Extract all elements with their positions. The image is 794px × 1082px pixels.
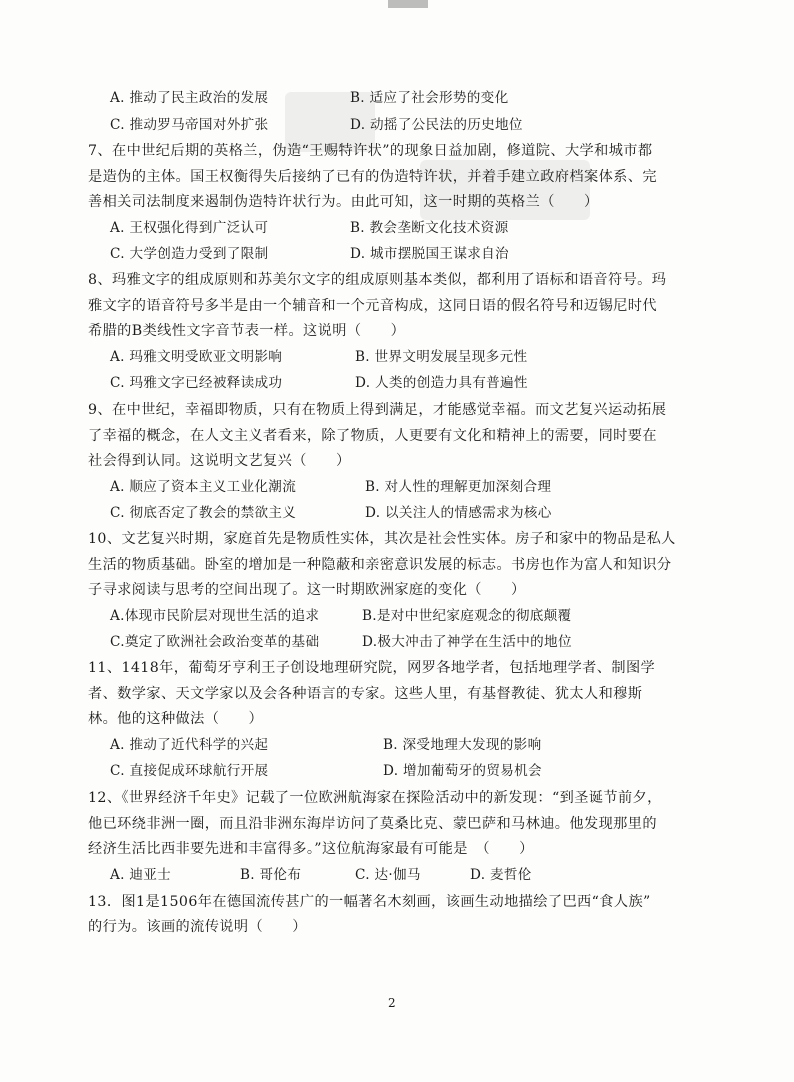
q10-option-c: C.奠定了欧洲社会政治变革的基础 xyxy=(110,634,320,650)
q11-stem-line2: 者、数学家、天文学家以及会各种语言的专家。这些人里，有基督教徒、犹太人和穆斯 xyxy=(88,686,643,702)
q12-stem-line3: 经济生活比西非要先进和丰富得多。”这位航海家最有可能是 （ ） xyxy=(88,841,534,857)
q8-option-c: C. 玛雅文字已经被释读成功 xyxy=(110,375,283,391)
q10-stem-line1: 10、文艺复兴时期，家庭首先是物质性实体，其次是社会性实体。房子和家中的物品是私人 xyxy=(88,531,676,547)
q7-stem-line3: 善相关司法制度来遏制伪造特许状行为。由此可知，这一时期的英格兰（ ） xyxy=(88,194,599,210)
q11-stem-line3: 林。他的这种做法（ ） xyxy=(88,711,264,727)
q10-option-b: B.是对中世纪家庭观念的彻底颠覆 xyxy=(362,608,572,624)
q9-stem-line3: 社会得到认同。这说明文艺复兴（ ） xyxy=(88,453,351,469)
q6-option-b: B. 适应了社会形势的变化 xyxy=(350,90,509,106)
q6-option-c: C. 推动罗马帝国对外扩张 xyxy=(110,117,269,133)
q9-stem-line1: 9、在中世纪，幸福即物质，只有在物质上得到满足，才能感觉幸福。而文艺复兴运动拓展 xyxy=(88,402,667,418)
q9-option-a: A. 顺应了资本主义工业化潮流 xyxy=(110,479,297,495)
q11-option-a: A. 推动了近代科学的兴起 xyxy=(110,737,269,753)
q11-option-c: C. 直接促成环球航行开展 xyxy=(110,763,269,779)
scan-mark xyxy=(388,0,428,8)
q8-option-b: B. 世界文明发展呈现多元性 xyxy=(355,349,528,365)
q10-option-d: D.极大冲击了神学在生活中的地位 xyxy=(362,634,572,650)
q10-stem-line3: 子寻求阅读与思考的空间出现了。这一时期欧洲家庭的变化（ ） xyxy=(88,582,526,598)
q9-stem-line2: 了幸福的概念，在人文主义者看来，除了物质，人更要有文化和精神上的需要，同时要在 xyxy=(88,428,657,444)
q12-option-c: C. 达·伽马 xyxy=(355,867,421,883)
q8-stem-line2: 雅文字的语音符号多半是由一个辅音和一个元音构成，这同日语的假名符号和迈锡尼时代 xyxy=(88,298,657,314)
q8-option-d: D. 人类的创造力具有普遍性 xyxy=(355,375,528,391)
q8-stem-line3: 希腊的B类线性文字音节表一样。这说明（ ） xyxy=(88,323,406,339)
q7-option-d: D. 城市摆脱国王谋求自治 xyxy=(350,246,509,262)
q6-option-d: D. 动摇了公民法的历史地位 xyxy=(350,117,523,133)
q9-option-b: B. 对人性的理解更加深刻合理 xyxy=(365,479,552,495)
q13-stem-line2: 的行为。该画的流传说明（ ） xyxy=(88,919,307,935)
q9-option-c: C. 彻底否定了教会的禁欲主义 xyxy=(110,505,297,521)
q7-option-a: A. 王权强化得到广泛认可 xyxy=(110,220,269,236)
q10-stem-line2: 生活的物质基础。卧室的增加是一种隐蔽和亲密意识发展的标志。书房也作为富人和知识分 xyxy=(88,557,672,573)
q8-option-a: A. 玛雅文明受欧亚文明影响 xyxy=(110,349,283,365)
q9-option-d: D. 以关注人的情感需求为核心 xyxy=(365,505,552,521)
q12-option-b: B. 哥伦布 xyxy=(240,867,302,883)
q12-stem-line2: 他已环绕非洲一圈，而且沿非洲东海岸访问了莫桑比克、蒙巴萨和马林迪。他发现那里的 xyxy=(88,816,657,832)
q11-stem-line1: 11、1418年，葡萄牙亨利王子创设地理研究院，网罗各地学者，包括地理学者、制图学 xyxy=(88,660,656,676)
q12-option-a: A. 迪亚士 xyxy=(110,867,172,883)
q11-option-b: B. 深受地理大发现的影响 xyxy=(383,737,542,753)
page-number: 2 xyxy=(388,996,396,1010)
q7-option-c: C. 大学创造力受到了限制 xyxy=(110,246,269,262)
q8-stem-line1: 8、玛雅文字的组成原则和苏美尔文字的组成原则基本类似，都利用了语标和语音符号。玛 xyxy=(88,272,667,288)
q7-stem-line2: 是造伪的主体。国王权衡得失后接纳了已有的伪造特许状，并着手建立政府档案体系、完 xyxy=(88,169,657,185)
q6-option-a: A. 推动了民主政治的发展 xyxy=(110,90,269,106)
q10-option-a: A.体现市民阶层对现世生活的追求 xyxy=(110,608,320,624)
q11-option-d: D. 增加葡萄牙的贸易机会 xyxy=(383,763,542,779)
q13-stem-line1: 13．图1是1506年在德国流传甚广的一幅著名木刻画，该画生动地描绘了巴西“食人族” xyxy=(88,894,651,910)
q7-stem-line1: 7、在中世纪后期的英格兰，伪造“王赐特许状”的现象日益加剧，修道院、大学和城市都 xyxy=(88,143,653,159)
q12-option-d: D. 麦哲伦 xyxy=(470,867,532,883)
q7-option-b: B. 教会垄断文化技术资源 xyxy=(350,220,509,236)
q12-stem-line1: 12、《世界经济千年史》记载了一位欧洲航海家在探险活动中的新发现：“到圣诞节前夕， xyxy=(88,790,662,806)
